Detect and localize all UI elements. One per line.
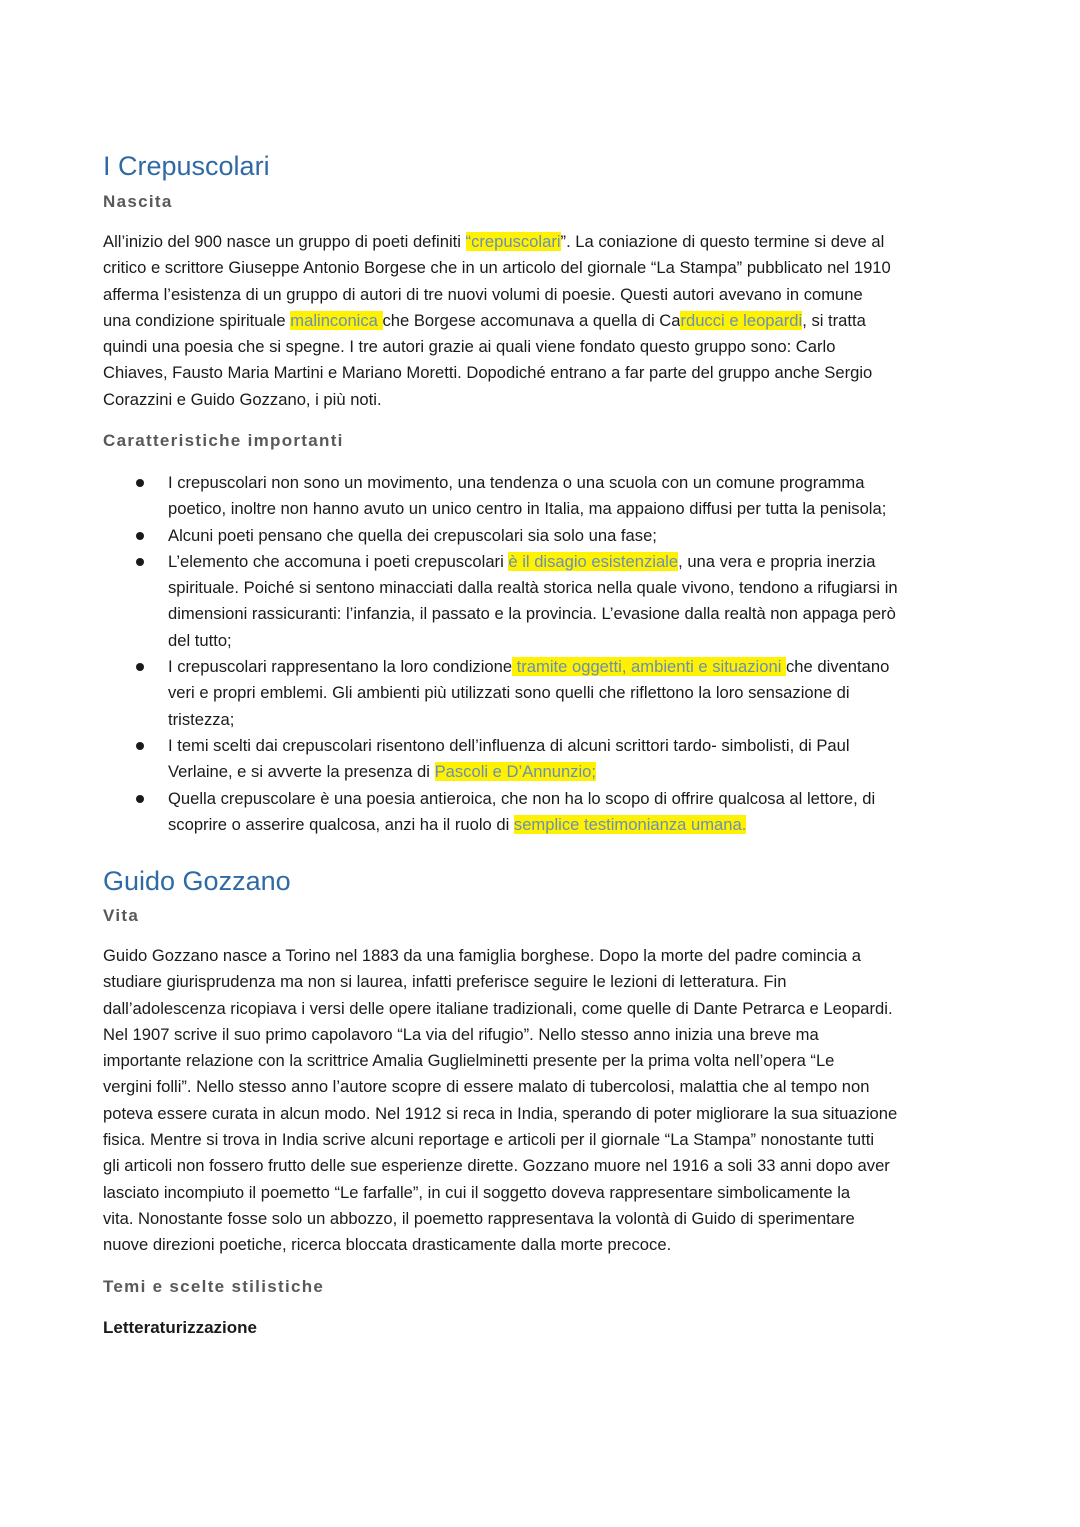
text-segment: studiare giurisprudenza ma non si laurea, infatti preferisce seguire le lezioni di letteratura. Fin xyxy=(103,972,787,992)
text-segment: Quella crepuscolare è una poesia antieroica, che non ha lo scopo di offrire qualcosa al lettore, di xyxy=(168,788,876,808)
text-line xyxy=(168,733,983,759)
text-segment: I crepuscolari non sono un movimento, una tendenza o una scuola con un comune programma xyxy=(168,473,865,492)
bullet-item xyxy=(103,654,983,733)
text-segment: scoprire o asserire qualcosa, anzi ha il ruolo di xyxy=(168,814,514,834)
text-line xyxy=(103,1206,983,1232)
bullet-item xyxy=(103,549,983,654)
bullet-dot xyxy=(136,742,144,750)
highlighted-text: è il disagio esistenziale xyxy=(508,551,679,571)
text-segment: poteva essere curata in alcun modo. Nel 1912 si reca in India, sperando di poter migliorare la sua situazione xyxy=(103,1103,898,1123)
text-line xyxy=(168,707,983,733)
text-line xyxy=(103,1232,983,1258)
text-line xyxy=(103,1048,983,1074)
paragraph-nascita xyxy=(103,229,983,413)
text-segment: ”. La coniazione di questo termine si deve al xyxy=(560,232,885,251)
text-segment: fisica. Mentre si trova in India scrive alcuni reportage e articoli per il giornale “La Stampa” nonostante tutti xyxy=(103,1130,875,1150)
highlighted-text: malinconica xyxy=(290,310,383,330)
text-line xyxy=(103,1127,983,1153)
highlighted-text: tramite oggetti, ambienti e situazioni xyxy=(512,657,786,677)
text-segment: Guido Gozzano nasce a Torino nel 1883 da una famiglia borghese. Dopo la morte del padre comincia a xyxy=(103,946,861,965)
text-line xyxy=(168,496,983,522)
text-segment: Chiaves, Fausto Maria Martini e Mariano Moretti. Dopodiché entrano a far parte del gruppo anche Sergio xyxy=(103,363,873,383)
text-line xyxy=(103,360,983,386)
text-line xyxy=(103,1022,983,1048)
bullet-item xyxy=(103,786,983,839)
section-title-gozzano: Guido Gozzano xyxy=(103,866,291,896)
section-title-crepuscolari: I Crepuscolari xyxy=(103,151,270,181)
text-line xyxy=(103,943,983,969)
text-line xyxy=(168,628,983,654)
subheading-caratteristiche: Caratteristiche importanti xyxy=(103,431,344,450)
text-segment: vergini folli”. Nello stesso anno l’autore scopre di essere malato di tubercolosi, malattia che al tempo non xyxy=(103,1077,870,1097)
text-segment: All’inizio del 900 nasce un gruppo di poeti definiti xyxy=(103,232,466,251)
text-line xyxy=(168,680,983,706)
text-segment: una condizione spirituale xyxy=(103,310,291,330)
text-segment: , una vera e propria inerzia xyxy=(678,551,876,571)
highlighted-text: semplice testimonianza umana. xyxy=(513,814,747,834)
text-line xyxy=(103,1180,983,1206)
text-segment: lasciato incompiuto il poemetto “Le farfalle”, in cui il soggetto doveva rappresentare simbolicamente la xyxy=(103,1182,851,1202)
text-line xyxy=(103,229,983,255)
bullet-dot xyxy=(136,558,144,566)
bullet-item xyxy=(103,470,983,523)
text-segment: quindi una poesia che si spegne. I tre autori grazie ai quali viene fondato questo gruppo sono: Carlo xyxy=(103,337,836,357)
text-segment: del tutto; xyxy=(168,630,232,650)
text-segment: dall’adolescenza ricopiava i versi delle opere italiane tradizionali, come quelle di Dante Petrarca e Leopardi. xyxy=(103,998,893,1018)
text-line xyxy=(168,549,983,575)
text-line xyxy=(103,334,983,360)
text-segment: tristezza; xyxy=(168,709,235,729)
bullet-dot xyxy=(136,663,144,671)
bullet-dot xyxy=(136,795,144,803)
text-line xyxy=(168,759,983,785)
highlighted-text: “crepuscolari xyxy=(465,232,561,251)
text-line xyxy=(168,812,983,838)
text-line xyxy=(168,654,983,680)
bullet-list-caratteristiche xyxy=(103,470,983,838)
text-segment: Verlaine, e si avverte la presenza di xyxy=(168,762,435,782)
text-segment: poetico, inoltre non hanno avuto un unico centro in Italia, ma appaiono diffusi per tutta la penisola; xyxy=(168,499,887,519)
subheading-temi: Temi e scelte stilistiche xyxy=(103,1277,325,1296)
text-segment: che Borgese accomunava a quella di Ca xyxy=(382,310,681,330)
text-segment: , si tratta xyxy=(802,310,866,330)
text-segment: Corazzini e Guido Gozzano, i più noti. xyxy=(103,389,382,409)
text-line xyxy=(103,255,983,281)
text-segment: importante relazione con la scrittrice Amalia Guglielminetti presente per la prima volta nell’opera “Le xyxy=(103,1051,835,1071)
highlighted-text: Pascoli e D’Annunzio; xyxy=(434,762,596,782)
text-segment: nuove direzioni poetiche, ricerca bloccata drasticamente dalla morte precoce. xyxy=(103,1235,672,1255)
text-segment: Alcuni poeti pensano che quella dei crepuscolari sia solo una fase; xyxy=(168,525,657,545)
subheading-vita: Vita xyxy=(103,906,140,925)
subheading-nascita: Nascita xyxy=(103,192,173,211)
text-line xyxy=(168,786,983,812)
text-line xyxy=(103,282,983,308)
text-line xyxy=(103,308,983,334)
text-segment: afferma l’esistenza di un gruppo di autori di tre nuovi volumi di poesie. Questi autori avevano in comune xyxy=(103,284,863,304)
text-segment: spirituale. Poiché si sentono minacciati dalla realtà storica nella quale vivono, tendono a rifugiarsi in xyxy=(168,578,898,598)
text-line xyxy=(103,1153,983,1179)
text-line xyxy=(103,1074,983,1100)
text-line xyxy=(168,575,983,601)
text-line xyxy=(168,470,983,496)
text-segment: Nel 1907 scrive il suo primo capolavoro “La via del rifugio”. Nello stesso anno inizia una breve ma xyxy=(103,1024,819,1044)
text-line xyxy=(103,1101,983,1127)
highlighted-text: rducci e leopardi xyxy=(680,310,803,330)
bullet-dot xyxy=(136,479,144,487)
text-segment: critico e scrittore Giuseppe Antonio Borgese che in un articolo del giornale “La Stampa” pubblicato nel 1910 xyxy=(103,258,891,278)
bold-heading-letteraturizzazione: Letteraturizzazione xyxy=(103,1318,257,1337)
text-line xyxy=(103,969,983,995)
bullet-item xyxy=(103,733,983,786)
text-segment: che diventano xyxy=(786,657,890,677)
text-segment: I crepuscolari rappresentano la loro condizione xyxy=(168,657,513,677)
text-segment: veri e propri emblemi. Gli ambienti più utilizzati sono quelli che riflettono la loro sensazione di xyxy=(168,683,850,703)
text-segment: L’elemento che accomuna i poeti crepuscolari xyxy=(168,551,509,571)
text-line xyxy=(103,387,983,413)
text-line xyxy=(168,601,983,627)
text-segment: vita. Nonostante fosse solo un abbozzo, il poemetto rappresentava la volontà di Guido di sperimentare xyxy=(103,1208,855,1228)
text-line xyxy=(103,996,983,1022)
text-segment: I temi scelti dai crepuscolari risentono dell’influenza di alcuni scrittori tardo- simbolisti, di Paul xyxy=(168,735,850,755)
paragraph-vita xyxy=(103,943,983,1259)
bullet-dot xyxy=(136,532,144,540)
text-segment: dimensioni rassicuranti: l’infanzia, il passato e la provincia. L’evasione dalla realtà non appaga però xyxy=(168,604,896,624)
bullet-item xyxy=(103,523,983,549)
text-line xyxy=(168,523,983,549)
text-segment: gli articoli non fossero frutto delle sue esperienze dirette. Gozzano muore nel 1916 a soli 33 anni dopo aver xyxy=(103,1156,890,1176)
